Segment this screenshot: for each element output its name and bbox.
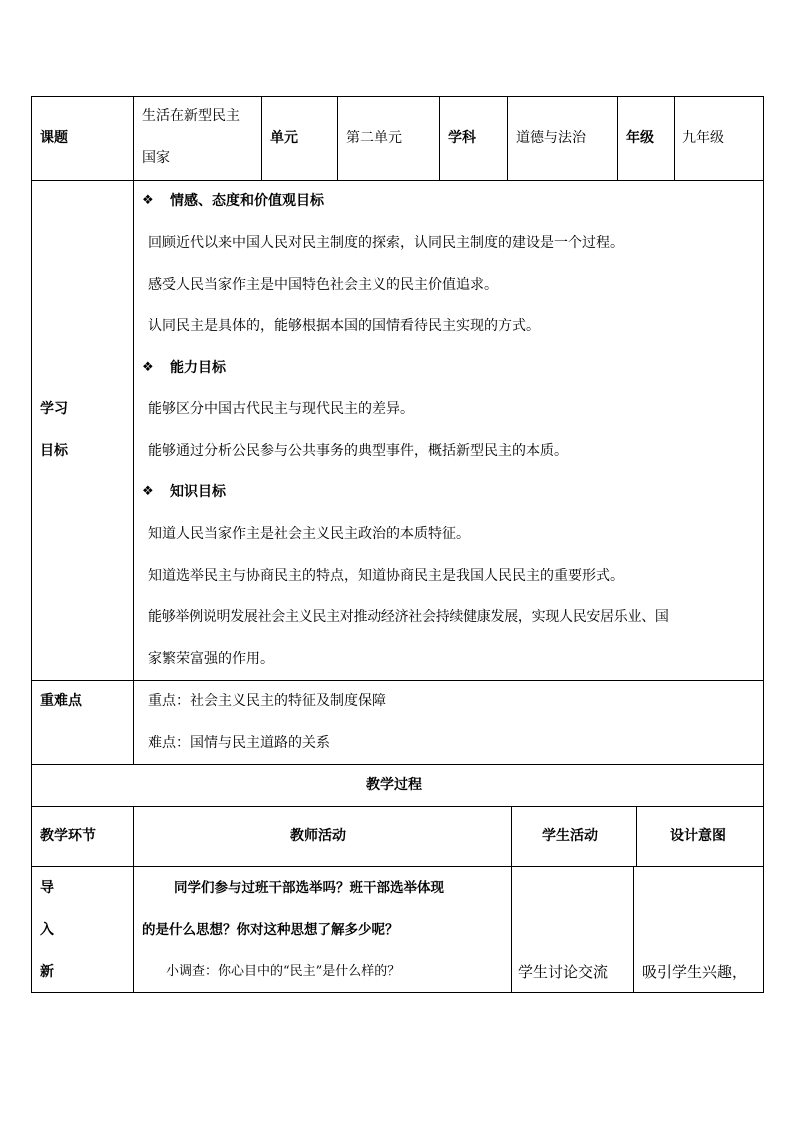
grade-label: 年级 <box>626 130 654 146</box>
bullet-icon: ❖ <box>142 360 154 375</box>
section-title-values: 情感、态度和价值观目标 <box>170 193 324 209</box>
key-points-label: 重难点 <box>40 693 82 709</box>
objective-item: 知道人民当家作主是社会主义民主政治的本质特征。 <box>148 526 470 542</box>
bullet-icon: ❖ <box>142 193 154 208</box>
column-header-student: 学生活动 <box>542 828 598 844</box>
teacher-activity-line: 小调查：你心目中的“民主”是什么样的？ <box>166 964 401 979</box>
unit-label: 单元 <box>270 130 298 146</box>
difficult-point: 难点：国情与民主道路的关系 <box>148 735 330 751</box>
objectives-label-line1: 学习 <box>40 401 68 417</box>
teacher-activity-line: 同学们参与过班干部选举吗？班干部选举体现 <box>174 880 444 896</box>
stage-char: 入 <box>40 922 54 938</box>
objective-item: 家繁荣富强的作用。 <box>148 651 274 667</box>
subject-label: 学科 <box>448 130 476 146</box>
student-activity: 学生讨论交流 <box>518 963 609 981</box>
column-header-teacher: 教师活动 <box>290 828 346 844</box>
objective-item: 认同民主是具体的，能够根据本国的国情看待民主实现的方式。 <box>148 318 540 334</box>
stage-char: 新 <box>40 964 54 980</box>
column-header-intent: 设计意图 <box>670 828 726 844</box>
objective-item: 感受人民当家作主是中国特色社会主义的民主价值追求。 <box>148 277 498 293</box>
topic-value-line1: 生活在新型民主 <box>142 108 240 124</box>
objective-item: 知道选举民主与协商民主的特点，知道协商民主是我国人民民主的重要形式。 <box>148 568 624 584</box>
objective-item: 能够通过分析公民参与公共事务的典型事件，概括新型民主的本质。 <box>148 443 568 459</box>
objective-item: 能够举例说明发展社会主义民主对推动经济社会持续健康发展，实现人民安居乐业、国 <box>148 609 669 625</box>
process-title: 教学过程 <box>366 777 422 793</box>
topic-value-line2: 国家 <box>142 150 170 166</box>
design-intent: 吸引学生兴趣， <box>642 963 748 981</box>
objectives-label-line2: 目标 <box>40 443 68 459</box>
stage-char: 导 <box>40 880 54 896</box>
grade-value: 九年级 <box>682 130 724 146</box>
column-header-stage: 教学环节 <box>40 828 96 844</box>
section-title-ability: 能力目标 <box>170 360 226 376</box>
objective-item: 回顾近代以来中国人民对民主制度的探索，认同民主制度的建设是一个过程。 <box>148 235 624 251</box>
key-point: 重点：社会主义民主的特征及制度保障 <box>148 693 386 709</box>
unit-value: 第二单元 <box>346 130 402 146</box>
objective-item: 能够区分中国古代民主与现代民主的差异。 <box>148 401 414 417</box>
section-title-knowledge: 知识目标 <box>170 484 226 500</box>
teacher-activity-line: 的是什么思想？你对这种思想了解多少呢？ <box>142 922 399 938</box>
topic-label: 课题 <box>40 130 68 146</box>
subject-value: 道德与法治 <box>516 130 586 146</box>
bullet-icon: ❖ <box>142 484 154 499</box>
